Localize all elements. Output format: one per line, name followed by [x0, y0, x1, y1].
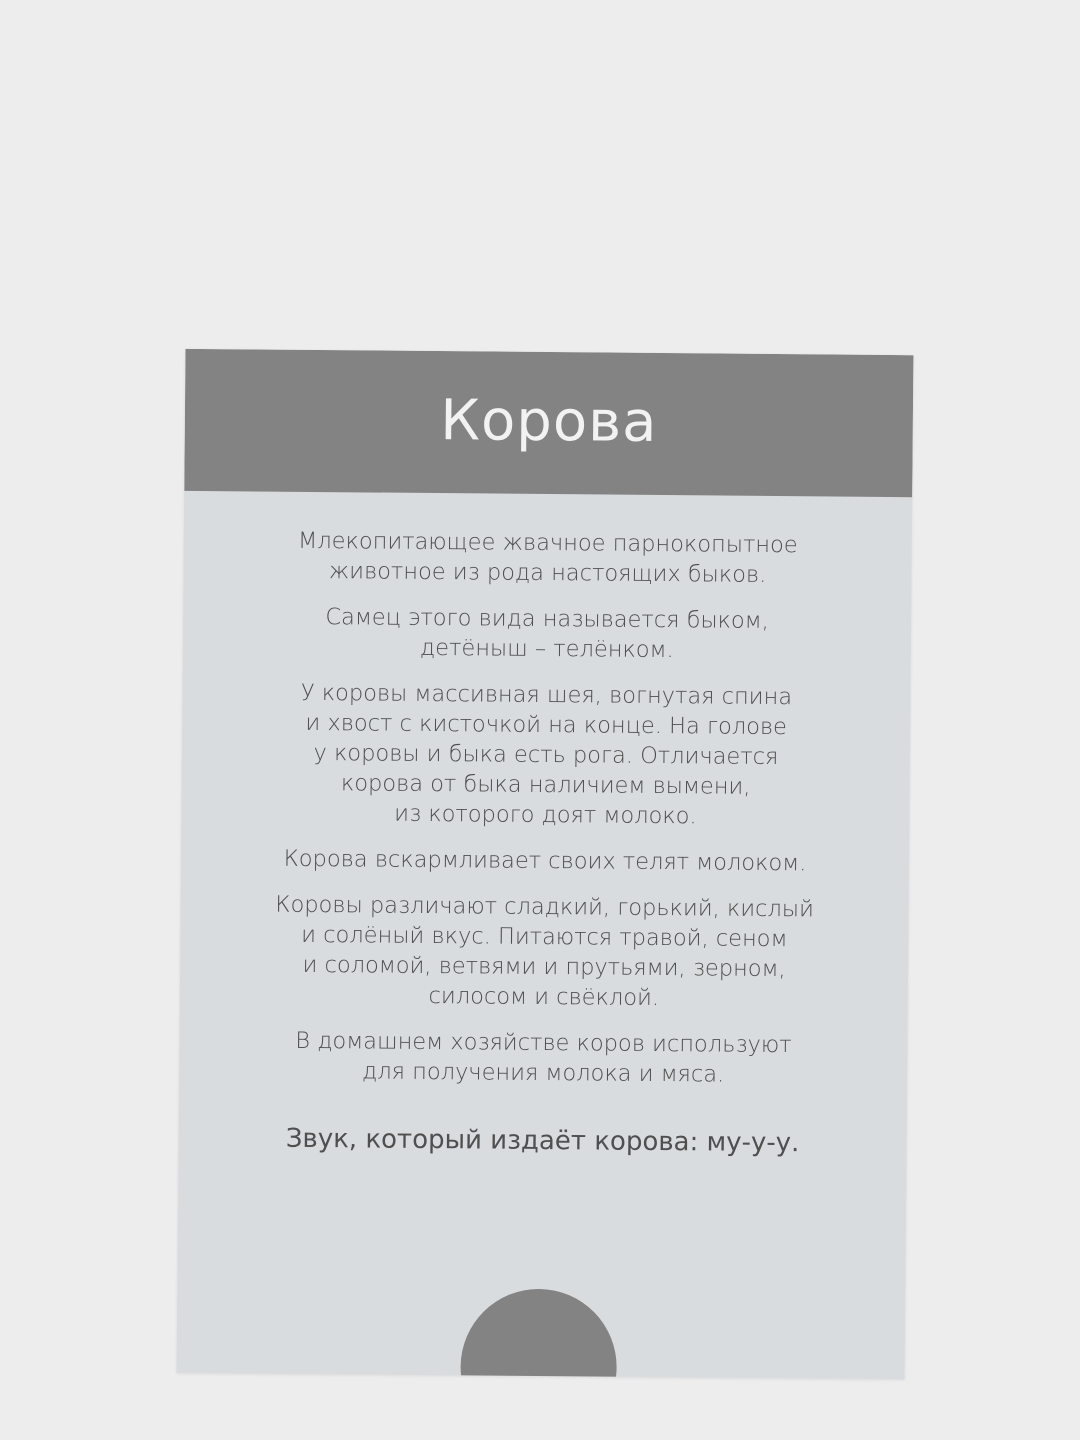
text-line: Самец этого вида называется быком, — [325, 604, 769, 634]
paragraph-definition — [213, 525, 881, 591]
text-line: У коровы массивная шея, вогнутая спина — [300, 679, 793, 711]
text-line: Млекопитающее жвачное парнокопытное — [297, 527, 798, 559]
text-line: и солёный вкус. Питаются травой, сеном — [301, 921, 788, 953]
text-line: у коровы и быка есть рога. Отличается — [313, 739, 779, 771]
text-line: детёныш – телёнком. — [419, 634, 674, 664]
text-line: животное из рода настоящих быков. — [328, 558, 767, 588]
text-line: для получения молока и мяса. — [361, 1058, 725, 1088]
card-header — [184, 349, 913, 497]
text-line: и хвост с кисточкой на конце. На голове — [305, 709, 788, 741]
text-line: Коровы различают сладкий, горький, кислый — [275, 891, 814, 923]
text-line: Корова вскармливает своих телят молоком. — [283, 845, 807, 877]
paragraph-feeding-calves — [211, 843, 879, 879]
paragraph-names — [213, 601, 881, 667]
paragraph-diet — [210, 889, 879, 1015]
card-title: Корова — [440, 387, 658, 455]
text-line: из которого доят молоко. — [394, 800, 697, 830]
animal-sound-text: Звук, который издаёт корова: му-у-у. — [285, 1123, 800, 1159]
card-description — [209, 525, 882, 1107]
animal-card — [177, 349, 914, 1379]
paragraph-usage — [209, 1025, 877, 1091]
text-line: силосом и свёклой. — [428, 982, 660, 1011]
text-line: корова от быка наличием вымени, — [340, 770, 751, 800]
text-line: В домашнем хозяйстве коров используют — [295, 1027, 792, 1059]
text-line: и соломой, ветвями и прутьями, зерном, — [302, 951, 786, 983]
paragraph-appearance — [211, 677, 880, 833]
semicircle-decoration — [460, 1288, 617, 1379]
